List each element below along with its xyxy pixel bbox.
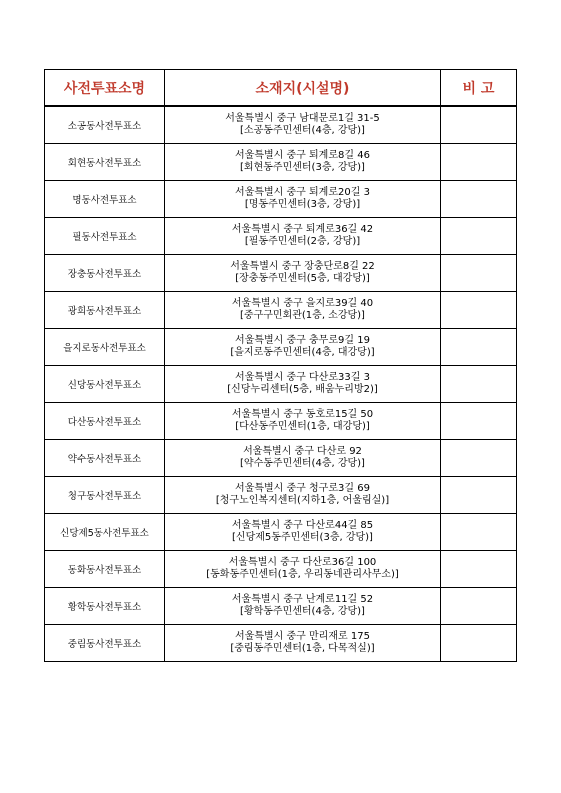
table-row: [45, 625, 517, 662]
station-location: [165, 625, 441, 662]
table-row: [45, 477, 517, 514]
header-location: 소재지(시설명): [165, 70, 441, 107]
station-address: 서울특별시 중구 만리재로 175: [235, 631, 370, 642]
station-location: [165, 440, 441, 477]
station-location: [165, 329, 441, 366]
station-name: 신당동사전투표소: [45, 366, 165, 403]
station-remarks: [441, 514, 517, 551]
station-facility: [동화동주민센터(1층, 우리동네관리사무소)]: [206, 569, 399, 580]
table-row: [45, 588, 517, 625]
station-facility: [다산동주민센터(1층, 대강당)]: [235, 421, 370, 432]
table-body: [45, 106, 517, 662]
station-address: 서울특별시 중구 충무로9길 19: [235, 335, 370, 346]
station-address: 서울특별시 중구 다산로33길 3: [235, 372, 370, 383]
station-name: 명동사전투표소: [45, 181, 165, 218]
station-location: [165, 366, 441, 403]
station-address: 서울특별시 중구 을지로39길 40: [231, 298, 374, 309]
station-facility: [회현동주민센터(3층, 강당)]: [240, 162, 365, 173]
station-address: 서울특별시 중구 다산로 92: [243, 446, 362, 457]
station-name: 필동사전투표소: [45, 218, 165, 255]
station-remarks: [441, 477, 517, 514]
header-station-name: 사전투표소명: [45, 70, 165, 107]
station-name: 동화동사전투표소: [45, 551, 165, 588]
table-row: [45, 218, 517, 255]
table-row: [45, 181, 517, 218]
station-name: 장충동사전투표소: [45, 255, 165, 292]
table-row: [45, 106, 517, 144]
station-remarks: [441, 255, 517, 292]
station-facility: [신당누리센터(5층, 배움누리방2)]: [227, 384, 378, 395]
station-name: 소공동사전투표소: [45, 106, 165, 144]
station-facility: [황학동주민센터(4층, 강당)]: [240, 606, 365, 617]
station-remarks: [441, 403, 517, 440]
station-name: 신당제5동사전투표소: [45, 514, 165, 551]
station-address: 서울특별시 중구 퇴계로20길 3: [235, 187, 370, 198]
station-location: [165, 255, 441, 292]
station-facility: [소공동주민센터(4층, 강당)]: [240, 125, 365, 136]
station-location: [165, 514, 441, 551]
table-row: [45, 292, 517, 329]
station-location: [165, 292, 441, 329]
station-facility: [장충동주민센터(5층, 대강당)]: [235, 273, 370, 284]
station-facility: [필동주민센터(2층, 강당)]: [244, 236, 361, 247]
station-name: 다산동사전투표소: [45, 403, 165, 440]
station-location: [165, 106, 441, 144]
station-location: [165, 588, 441, 625]
station-remarks: [441, 551, 517, 588]
table-row: [45, 144, 517, 181]
station-location: [165, 181, 441, 218]
table-row: [45, 329, 517, 366]
station-remarks: [441, 181, 517, 218]
table-row: [45, 514, 517, 551]
station-address: 서울특별시 중구 동호로15길 50: [231, 409, 374, 420]
station-address: 서울특별시 중구 장충단로8길 22: [230, 261, 375, 272]
station-location: [165, 218, 441, 255]
station-remarks: [441, 106, 517, 144]
early-voting-station-table: [44, 69, 517, 662]
station-name: 회현동사전투표소: [45, 144, 165, 181]
station-remarks: [441, 440, 517, 477]
station-facility: [을지로동주민센터(4층, 대강당)]: [230, 347, 375, 358]
station-address: 서울특별시 중구 다산로36길 100: [228, 557, 377, 568]
table-row: [45, 366, 517, 403]
table-row: [45, 551, 517, 588]
station-location: [165, 551, 441, 588]
station-remarks: [441, 625, 517, 662]
station-facility: [중구구민회관(1층, 소강당)]: [240, 310, 365, 321]
station-address: 서울특별시 중구 퇴계로36길 42: [231, 224, 374, 235]
station-name: 청구동사전투표소: [45, 477, 165, 514]
station-address: 서울특별시 중구 남대문로1길 31-5: [225, 113, 380, 124]
station-remarks: [441, 366, 517, 403]
station-address: 서울특별시 중구 청구로3길 69: [235, 483, 370, 494]
station-facility: [중림동주민센터(1층, 다목적실)]: [230, 643, 375, 654]
station-location: [165, 477, 441, 514]
station-facility: [약수동주민센터(4층, 강당)]: [240, 458, 365, 469]
station-remarks: [441, 329, 517, 366]
station-name: 황학동사전투표소: [45, 588, 165, 625]
station-facility: [청구노인복지센터(지하1층, 어울림실)]: [215, 495, 390, 506]
table-row: [45, 255, 517, 292]
station-remarks: [441, 292, 517, 329]
station-name: 약수동사전투표소: [45, 440, 165, 477]
station-name: 을지로동사전투표소: [45, 329, 165, 366]
header-remarks: 비 고: [441, 70, 517, 107]
table-row: [45, 440, 517, 477]
station-remarks: [441, 144, 517, 181]
station-remarks: [441, 588, 517, 625]
station-facility: [신당제5동주민센터(3층, 강당)]: [232, 532, 373, 543]
station-location: [165, 403, 441, 440]
station-address: 서울특별시 중구 퇴계로8길 46: [235, 150, 370, 161]
table-header-row: [45, 70, 517, 107]
station-location: [165, 144, 441, 181]
station-name: 광희동사전투표소: [45, 292, 165, 329]
station-facility: [명동주민센터(3층, 강당)]: [244, 199, 361, 210]
station-address: 서울특별시 중구 난계로11길 52: [231, 594, 374, 605]
table-row: [45, 403, 517, 440]
station-name: 중림동사전투표소: [45, 625, 165, 662]
station-remarks: [441, 218, 517, 255]
station-address: 서울특별시 중구 다산로44길 85: [231, 520, 374, 531]
